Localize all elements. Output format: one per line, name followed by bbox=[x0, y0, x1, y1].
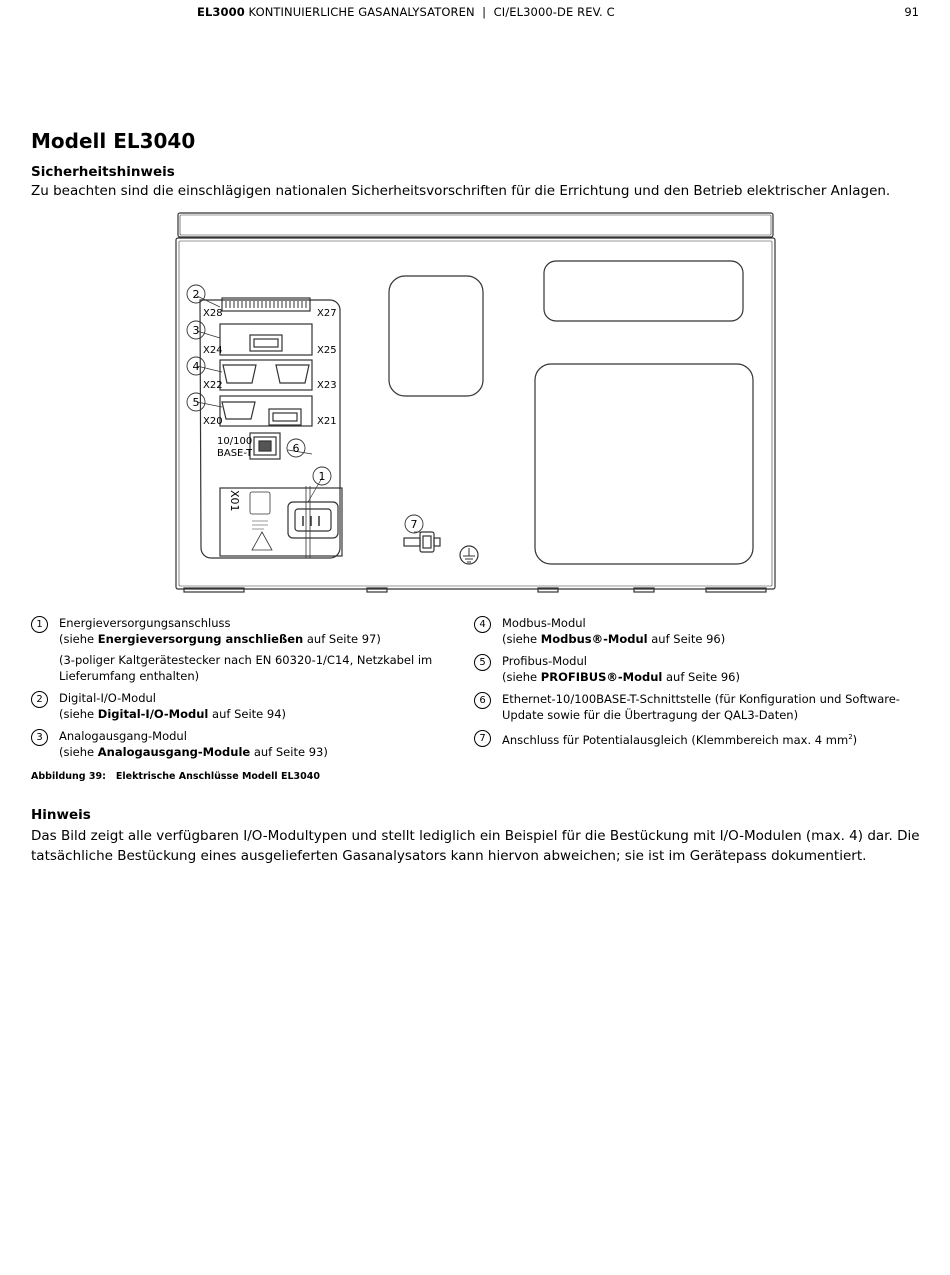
caption-label: Abbildung 39: bbox=[31, 771, 106, 782]
label-x23: X23 bbox=[317, 380, 337, 391]
legend-5-link: PROFIBUS®-Modul bbox=[540, 669, 663, 684]
legend-2-ref: (siehe Digital-I/O-Modul auf Seite 94) bbox=[59, 706, 286, 721]
label-x24: X24 bbox=[203, 345, 223, 356]
legend-2-title: Digital-I/O-Modul bbox=[59, 691, 156, 705]
legend-3-ref: (siehe Analogausgang-Module auf Seite 93) bbox=[59, 744, 328, 759]
label-x22: X22 bbox=[203, 380, 223, 391]
label-ethernet-2: BASE-T bbox=[217, 448, 253, 459]
callout-6: 6 bbox=[292, 442, 300, 455]
callout-1: 1 bbox=[318, 470, 326, 483]
ground-terminal bbox=[404, 532, 478, 564]
legend-item-3 bbox=[31, 729, 451, 760]
housing-outline bbox=[176, 213, 775, 592]
legend-num-5: 5 bbox=[474, 654, 491, 671]
safety-text: Zu beachten sind die einschlägigen nationalen Sicherheitsvorschriften für die Errichtung und den Betrieb elektrischer Anlagen. bbox=[31, 183, 891, 199]
legend-num-7: 7 bbox=[474, 730, 491, 747]
legend-right bbox=[474, 616, 914, 755]
connection-diagram bbox=[170, 210, 780, 600]
modbus-module bbox=[220, 360, 312, 390]
legend-item-6 bbox=[474, 692, 914, 723]
label-x20: X20 bbox=[203, 416, 223, 427]
caption-text: Elektrische Anschlüsse Modell EL3040 bbox=[115, 771, 320, 782]
analog-module bbox=[220, 324, 312, 355]
running-header bbox=[197, 5, 615, 19]
legend-5-title: Profibus-Modul bbox=[502, 654, 587, 668]
legend-item-5 bbox=[474, 654, 914, 685]
cutout-bottom-right bbox=[535, 364, 753, 564]
legend-1-ref: (siehe Energieversorgung anschließen auf Seite 97) bbox=[59, 631, 381, 646]
callout-4: 4 bbox=[192, 360, 200, 373]
label-x25: X25 bbox=[317, 345, 337, 356]
callout-2: 2 bbox=[192, 288, 200, 301]
legend-1-title: Energieversorgungsanschluss bbox=[59, 616, 231, 630]
header-doc-id: KONTINUIERLICHE GASANALYSATOREN | CI/EL3000-DE REV. C bbox=[244, 5, 615, 19]
legend-4-ref: (siehe Modbus®-Modul auf Seite 96) bbox=[502, 631, 726, 646]
page-title: Modell EL3040 bbox=[31, 129, 196, 153]
legend-2-link: Digital-I/O-Modul bbox=[97, 706, 209, 721]
legend-num-6: 6 bbox=[474, 692, 491, 709]
cutout-left bbox=[389, 276, 483, 396]
legend-3-link: Analogausgang-Module bbox=[97, 744, 251, 759]
safety-heading: Sicherheitshinweis bbox=[31, 164, 175, 180]
legend-item-2 bbox=[31, 691, 451, 722]
legend-1-link: Energieversorgung anschließen bbox=[97, 631, 304, 646]
note-text: Das Bild zeigt alle verfügbaren I/O-Modultypen und stellt lediglich ein Beispiel für die Bestückung mit I/O-Modulen (max. 4) dar. Die tatsächliche Bestückung eines ausgelieferten Gasanalysators kann hiervon abweichen; sie ist im Gerätepass dokumentiert. bbox=[31, 828, 920, 864]
figure-caption bbox=[31, 771, 320, 782]
label-x01: X01 bbox=[228, 490, 241, 512]
legend-left bbox=[31, 616, 451, 767]
label-x27: X27 bbox=[317, 308, 337, 319]
legend-item-4 bbox=[474, 616, 914, 647]
callout-5: 5 bbox=[192, 396, 200, 409]
label-x28: X28 bbox=[203, 308, 223, 319]
legend-item-1 bbox=[31, 616, 451, 684]
legend-6-text: Ethernet-10/100BASE-T-Schnittstelle (für Konfiguration und Software-Update sowie für die Übertragung der QAL3-Daten) bbox=[502, 692, 900, 722]
legend-4-title: Modbus-Modul bbox=[502, 616, 586, 630]
legend-num-1: 1 bbox=[31, 616, 48, 633]
legend-num-4: 4 bbox=[474, 616, 491, 633]
label-x21: X21 bbox=[317, 416, 337, 427]
legend-1-note: (3-poliger Kaltgerätestecker nach EN 60320-1/C14, Netzkabel im Lieferumfang enthalten) bbox=[59, 653, 433, 683]
cutout-top-right bbox=[544, 261, 743, 321]
callout-7: 7 bbox=[410, 518, 418, 531]
legend-4-link: Modbus®-Modul bbox=[540, 631, 648, 646]
ethernet-port bbox=[250, 433, 280, 459]
note-heading: Hinweis bbox=[31, 807, 91, 823]
legend-5-ref: (siehe PROFIBUS®-Modul auf Seite 96) bbox=[502, 669, 740, 684]
label-ethernet-1: 10/100 bbox=[217, 436, 253, 447]
legend-3-title: Analogausgang-Modul bbox=[59, 729, 187, 743]
legend-7-text: Anschluss für Potentialausgleich (Klemmbereich max. 4 $mm^2$) bbox=[502, 732, 858, 747]
legend-num-2: 2 bbox=[31, 691, 48, 708]
header-product: EL3000 bbox=[197, 5, 245, 19]
legend-num-3: 3 bbox=[31, 729, 48, 746]
profibus-module bbox=[220, 396, 312, 426]
page-number: 91 bbox=[904, 5, 919, 19]
callout-3: 3 bbox=[192, 324, 200, 337]
legend-item-7 bbox=[474, 730, 914, 748]
